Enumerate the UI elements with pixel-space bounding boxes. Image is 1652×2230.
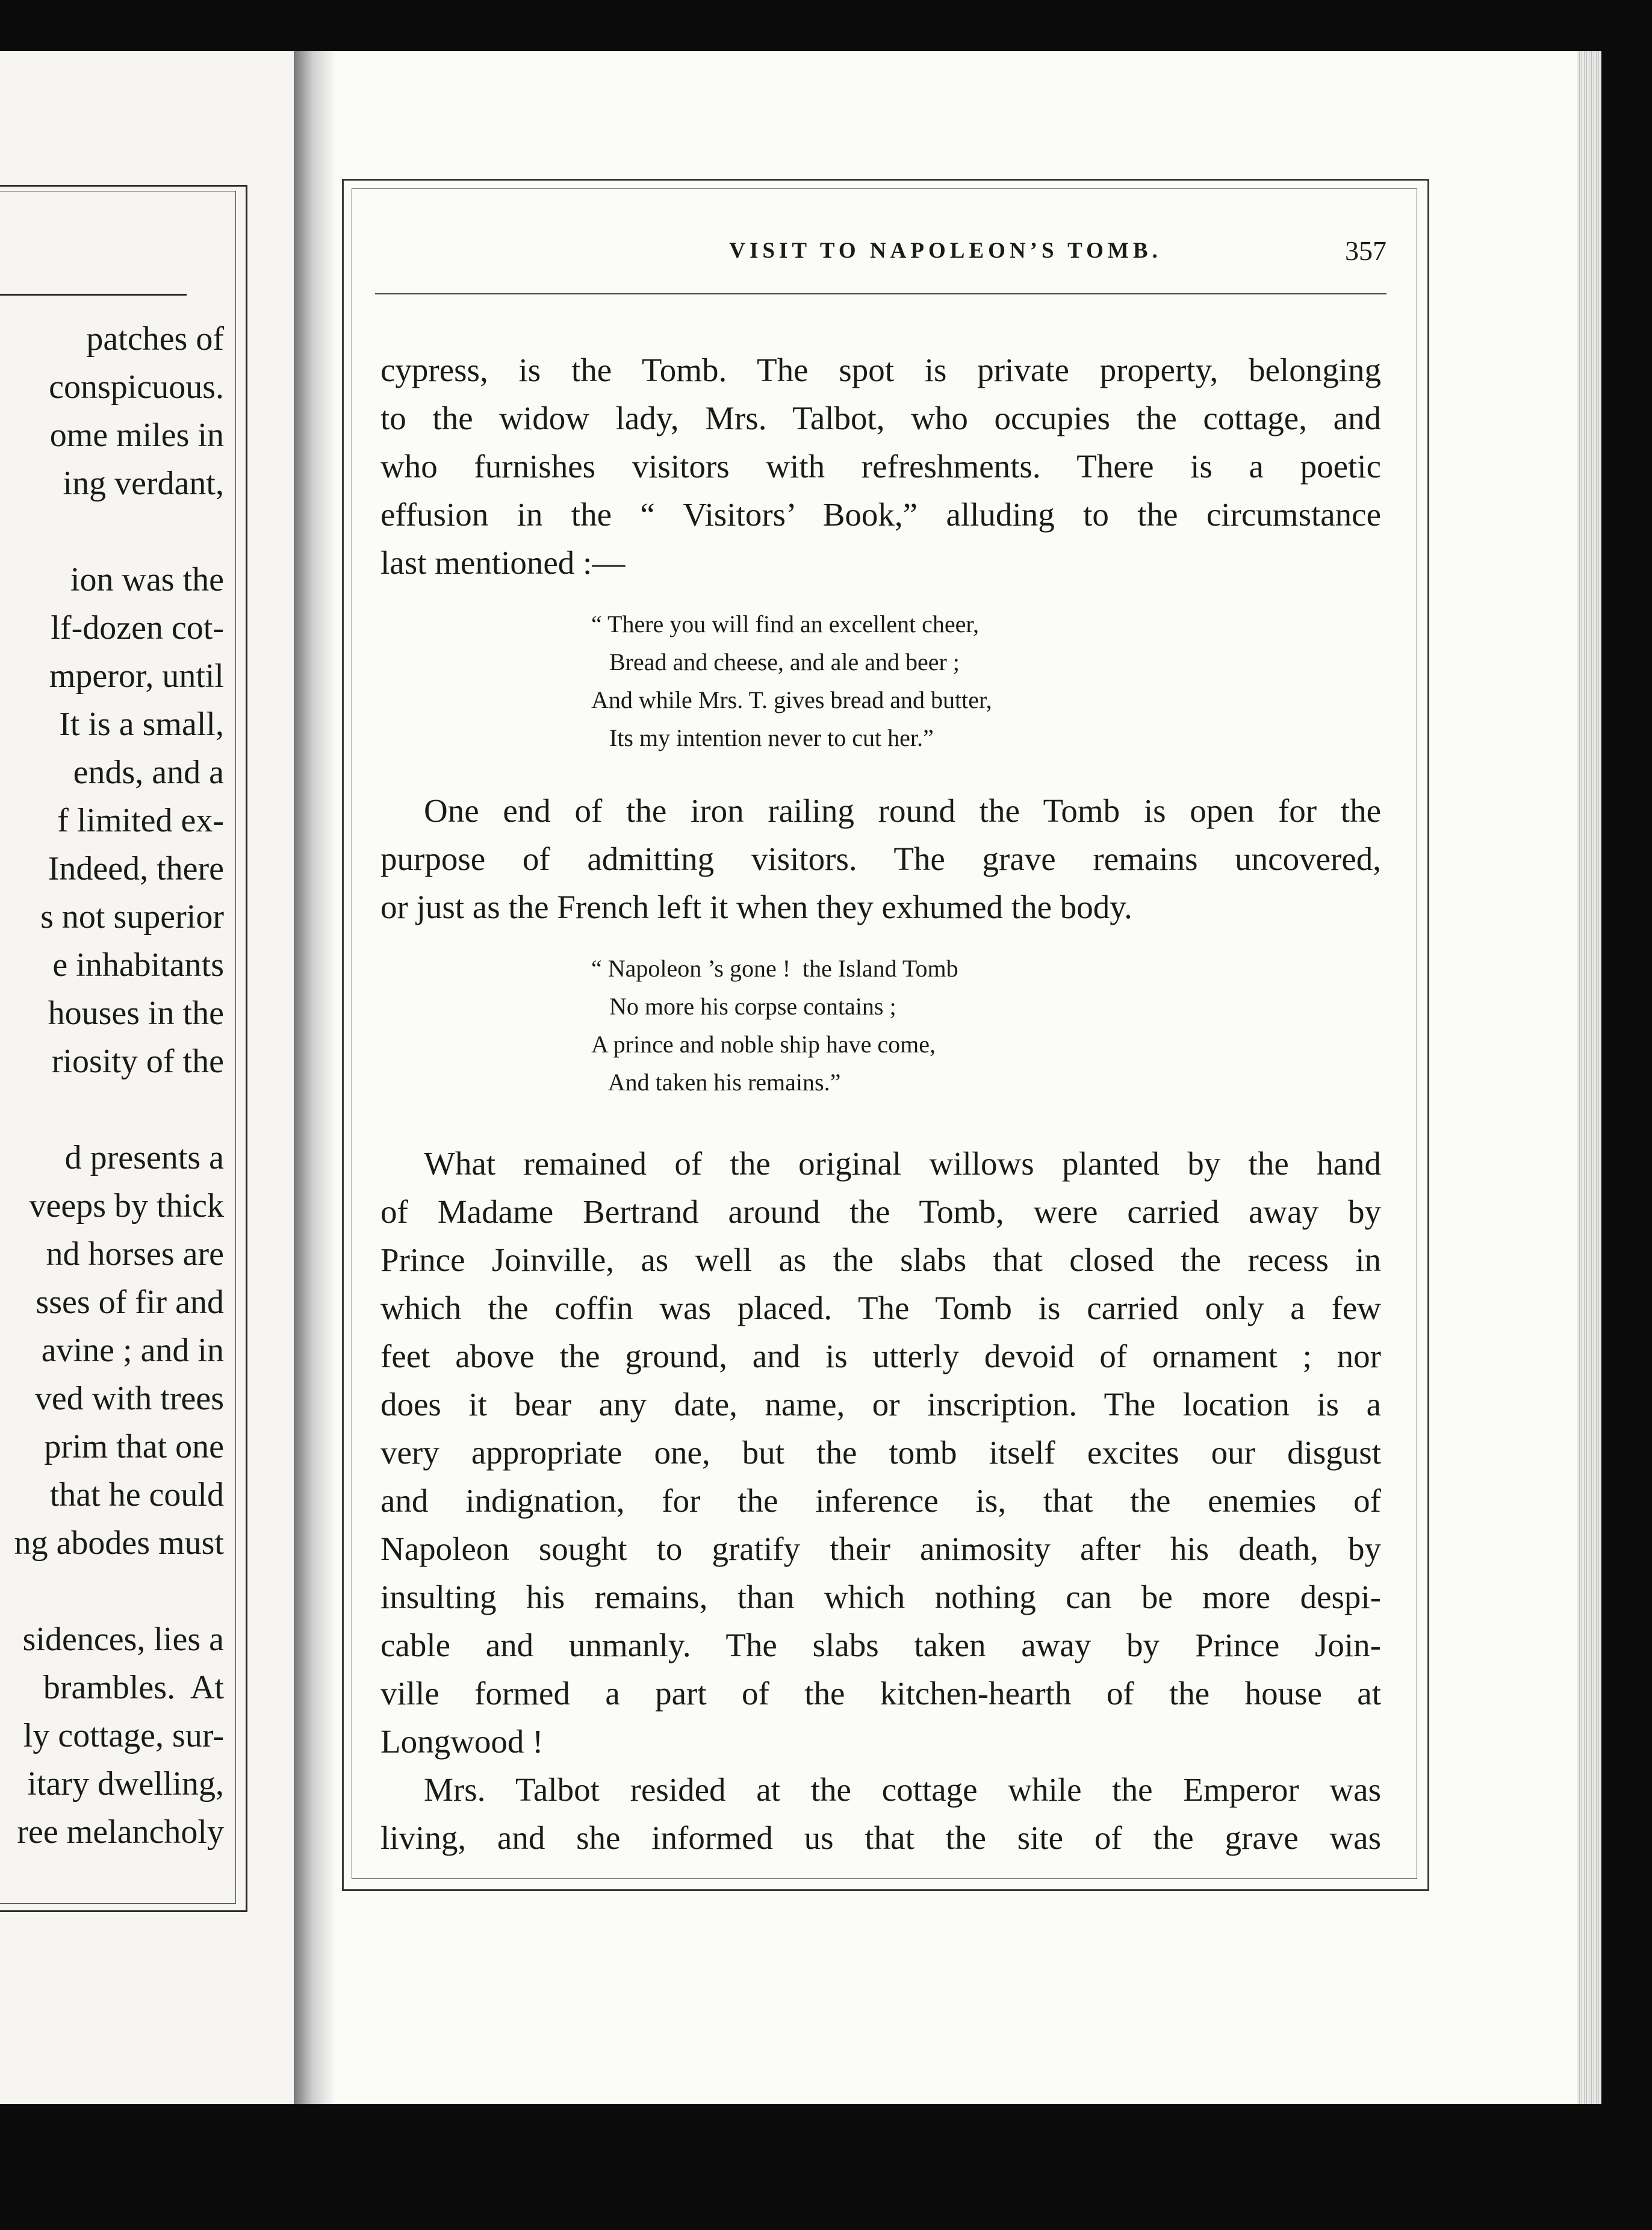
text-line: last mentioned :— [380,544,626,581]
verse-line: And while Mrs. T. gives bread and butter, [591,686,992,713]
left-text-line [0,1085,224,1134]
right-page [294,51,1601,2104]
verse-2 [380,949,1381,1101]
running-head-rule [375,293,1386,294]
left-text-line: patches of [78,320,224,358]
left-text-line [0,1567,224,1615]
left-text-line: f limited ex- [57,802,224,839]
page-edge [1577,51,1601,2104]
running-head-title: VISIT TO NAPOLEON’S TOMB. [729,238,1162,263]
text-line: Prince Joinville, as well as the slabs that closed the recess in [380,1241,1381,1278]
left-text-line: ion was the [70,561,224,598]
left-text-line: ng abodes must [14,1524,224,1562]
left-text-line: lf-dozen cot- [51,609,224,647]
text-line: effusion in the “ Visitors’ Book,” alluding to the circumstance [380,496,1381,533]
left-text-line: ved with trees [34,1380,224,1417]
text-line: of Madame Bertrand around the Tomb, were carried away by [380,1193,1381,1230]
text-line: which the coffin was placed. The Tomb is carried only a few [380,1290,1381,1326]
running-head [372,227,1386,275]
left-text-line: riosity of the [51,1043,224,1080]
text-line: feet above the ground, and is utterly devoid of ornament ; nor [380,1338,1381,1374]
paragraph-1 [380,346,1381,587]
verse-line: Its my intention never to cut her.” [591,724,934,751]
left-text-line: veeps by thick [29,1187,224,1225]
text-line: cypress, is the Tomb. The spot is private property, belonging [380,352,1381,388]
left-text-line: d presents a [64,1139,224,1176]
left-text-line: sidences, lies a [22,1621,224,1658]
text-line: who furnishes visitors with refreshments. There is a poetic [380,448,1381,485]
verse-line: A prince and noble ship have come, [591,1031,936,1058]
text-line: One end of the iron railing round the Tomb is open for the [424,792,1381,829]
left-text-line [0,508,224,556]
gutter-shadow [294,51,336,2104]
text-line: What remained of the original willows planted by the hand [424,1145,1381,1182]
left-text-line: ly cottage, sur- [23,1717,224,1754]
text-line: insulting his remains, than which nothing can be more despi- [380,1579,1381,1615]
verse-line: No more his corpse contains ; [591,993,896,1020]
left-text-line: conspicuous. [49,368,224,406]
left-text-line: avine ; and in [41,1332,224,1369]
left-text-line: sses of fir and [36,1284,224,1321]
text-line: to the widow lady, Mrs. Talbot, who occupies the cottage, and [380,400,1381,436]
left-text-line: ing verdant, [63,465,224,502]
left-page-text [0,315,224,1856]
left-facing-page [0,51,296,2104]
left-text-line: brambles. At [43,1669,224,1706]
left-text-line: mperor, until [49,657,224,695]
left-text-line: s not superior [40,898,224,936]
left-text-line: ome miles in [49,417,224,454]
verse-line: And taken his remains.” [591,1069,841,1096]
paragraph-4 [380,1766,1381,1862]
left-text-line: ree melancholy [17,1813,224,1851]
text-line: does it bear any date, name, or inscription. The location is a [380,1386,1381,1423]
text-line: or just as the French left it when they exhumed the body. [380,889,1132,925]
paragraph-2 [380,787,1381,931]
left-text-line: that he could [41,1476,224,1514]
text-line: Longwood ! [380,1723,544,1760]
text-line: cable and unmanly. The slabs taken away by Prince Join- [380,1627,1381,1663]
text-line: Mrs. Talbot resided at the cottage while the Emperor was [424,1771,1381,1808]
verse-1 [380,605,1381,757]
verse-line: “ Napoleon ’s gone ! the Island Tomb [591,955,958,982]
left-text-line: prim that one [36,1428,224,1465]
left-text-line: e inhabitants [52,946,224,984]
text-line: purpose of admitting visitors. The grave remains uncovered, [380,840,1381,877]
text-line: living, and she informed us that the site of the grave was [380,1819,1381,1856]
paragraph-3 [380,1140,1381,1766]
verse-line: “ There you will find an excellent cheer, [591,610,980,638]
text-line: very appropriate one, but the tomb itself excites our disgust [380,1434,1381,1471]
text-line: Napoleon sought to gratify their animosity after his death, by [380,1530,1381,1567]
page-number: 357 [1345,235,1386,266]
left-text-line: It is a small, [59,706,224,743]
left-text-line: ends, and a [64,754,224,791]
left-text-line: Indeed, there [48,850,224,887]
left-text-line: houses in the [48,995,224,1032]
text-line: ville formed a part of the kitchen-hearth of the house at [380,1675,1381,1712]
left-page-head-rule [0,294,187,296]
body-text [380,346,1381,1862]
text-line: and indignation, for the inference is, that the enemies of [380,1482,1381,1519]
left-text-line: itary dwelling, [27,1765,224,1803]
verse-line: Bread and cheese, and ale and beer ; [591,648,960,676]
left-text-line: nd horses are [46,1235,224,1273]
